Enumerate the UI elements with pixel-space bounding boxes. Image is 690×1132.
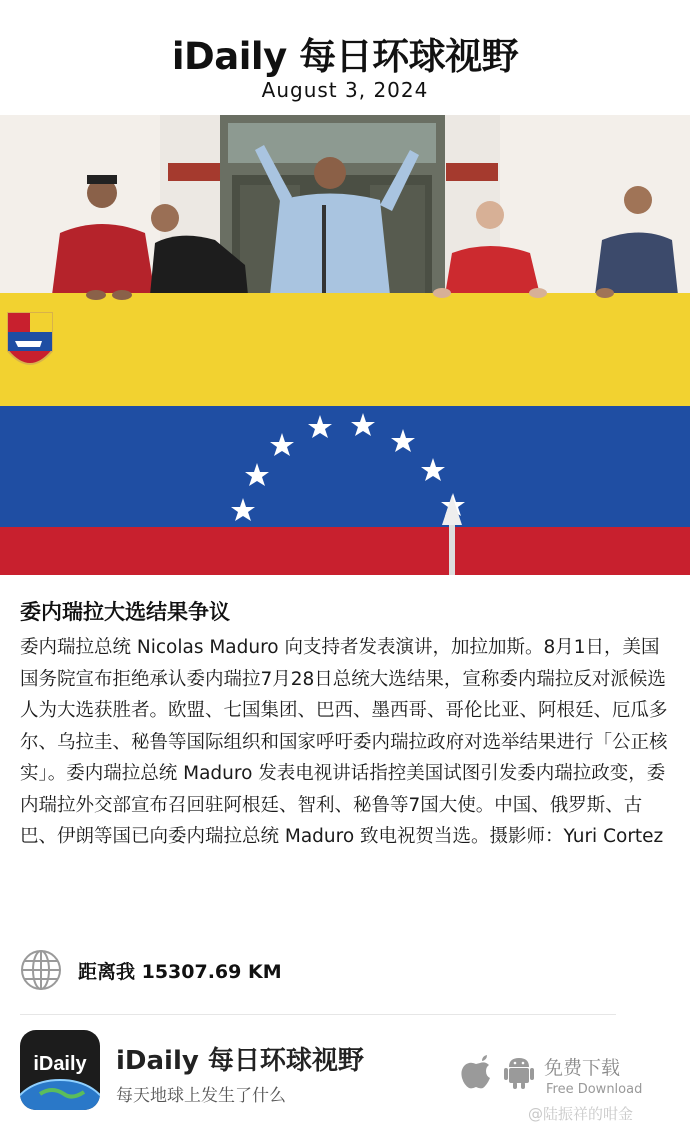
download-label[interactable]: 免费下载 (544, 1057, 621, 1079)
store-icons (460, 1055, 534, 1089)
app-icon[interactable] (20, 1030, 100, 1110)
app-icon-text: iDaily (33, 1053, 87, 1075)
news-photo (0, 115, 690, 575)
apple-icon[interactable] (460, 1055, 492, 1089)
app-name: iDaily 每日环球视野 (116, 1046, 364, 1076)
article-title: 委内瑞拉大选结果争议 (20, 600, 230, 624)
watermark-text: @陆振祥的咁金 (528, 1105, 634, 1123)
distance-row (20, 946, 282, 994)
publish-date: August 3, 2024 (261, 78, 429, 102)
app-tagline: 每天地球上发生了什么 (116, 1086, 286, 1106)
distance-label: 距离我 15307.69 KM (78, 960, 282, 983)
globe-icon (20, 949, 62, 991)
download-sublabel: Free Download (546, 1082, 643, 1097)
app-logo-icon (20, 1030, 100, 1110)
watermark (528, 1103, 633, 1124)
brand-title: iDaily 每日环球视野 (171, 35, 519, 78)
android-icon[interactable] (504, 1055, 534, 1089)
article-body: 委内瑞拉总统 Nicolas Maduro 向支持者发表演讲，加拉加斯。8月1日，美国国务院宣布拒绝承认委内瑞拉7月28日总统大选结果，宣称委内瑞拉反对派候选人为大选获胜者。欧盟、七国集团、巴西、墨西哥、哥伦比亚、阿根廷、厄瓜多尔、乌拉圭、秘鲁等国际组织和国家呼吁委内瑞拉政府对选举结果进行「公正核实」。委内瑞拉总统 Maduro 发表电视讲话指控美国试图引发委内瑞拉政变，委内瑞拉外交部宣布召回驻阿根廷、智利、秘鲁等7国大使。中国、俄罗斯、古巴、伊朗等国已向委内瑞拉总统 Maduro 致电祝贺当选。摄影师：Yuri Cortez (20, 637, 668, 847)
divider (20, 1014, 616, 1015)
photo-illustration (0, 115, 690, 575)
header (0, 0, 690, 115)
